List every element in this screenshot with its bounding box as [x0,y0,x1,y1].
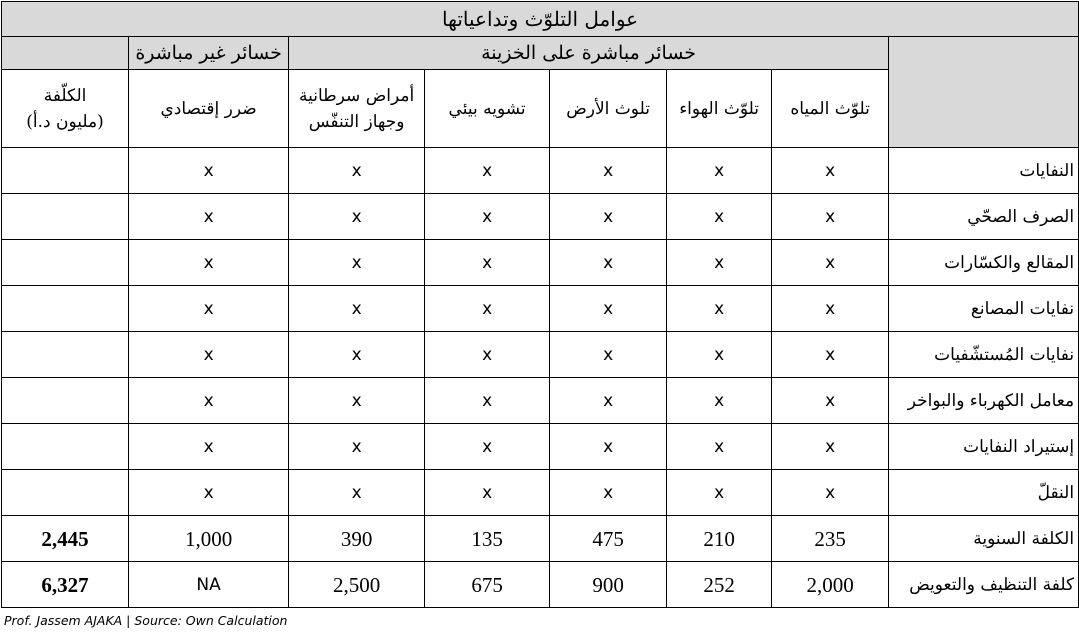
mark-land: x [550,332,667,378]
row-label: المقالع والكسّارات [889,240,1079,286]
cost-cell-empty [2,240,129,286]
mark-economic: x [129,378,289,424]
mark-air: x [667,378,772,424]
mark-air: x [667,240,772,286]
mark-land: x [550,148,667,194]
col-header-disease-line1: أمراض سرطانية [298,85,415,106]
mark-land: x [550,378,667,424]
mark-land: x [550,470,667,516]
annual-land-value: 475 [550,516,667,562]
table-row [2,148,1079,194]
mark-air: x [667,194,772,240]
cleanup-cost-label: كلفة التنظيف والتعويض [889,562,1079,608]
cost-cell-empty [2,424,129,470]
mark-land: x [550,286,667,332]
row-label: إستيراد النفايات [889,424,1079,470]
mark-environment: x [425,378,550,424]
cost-cell-empty [2,470,129,516]
direct-losses-group-header: خسائر مباشرة على الخزينة [289,37,889,70]
col-header-economic: ضرر إقتصادي [129,70,289,148]
mark-economic: x [129,148,289,194]
mark-water: x [772,240,889,286]
col-header-cost [2,70,129,148]
col-header-water: تلوّث المياه [772,70,889,148]
cleanup-economic-value: NA [129,562,289,608]
col-header-disease [289,70,425,148]
mark-land: x [550,194,667,240]
col-header-cost-line2: (مليون د.أ) [26,111,104,132]
mark-environment: x [425,240,550,286]
cost-group-header-empty [2,37,129,70]
table-row [2,424,1079,470]
mark-environment: x [425,194,550,240]
cleanup-cost-row [2,562,1079,608]
mark-economic: x [129,194,289,240]
mark-economic: x [129,424,289,470]
annual-disease-value: 390 [289,516,425,562]
mark-water: x [772,378,889,424]
annual-cost-label: الكلفة السنوية [889,516,1079,562]
mark-disease: x [289,240,425,286]
mark-air: x [667,332,772,378]
table-row [2,240,1079,286]
col-header-disease-line2: وجهاز التنفّس [308,111,405,132]
annual-cost-row [2,516,1079,562]
row-label: النقلّ [889,470,1079,516]
table-row [2,332,1079,378]
mark-economic: x [129,240,289,286]
table-row [2,194,1079,240]
mark-land: x [550,240,667,286]
source-footer: Prof. Jassem AJAKA | Source: Own Calculation [4,613,288,628]
mark-economic: x [129,286,289,332]
mark-air: x [667,286,772,332]
mark-environment: x [425,424,550,470]
mark-disease: x [289,332,425,378]
mark-disease: x [289,194,425,240]
cost-cell-empty [2,286,129,332]
row-label: الصرف الصحّي [889,194,1079,240]
col-header-environment: تشويه بيئي [425,70,550,148]
cost-cell-empty [2,194,129,240]
row-label-header-empty [889,37,1079,148]
annual-air-value: 210 [667,516,772,562]
mark-disease: x [289,424,425,470]
mark-economic: x [129,470,289,516]
mark-disease: x [289,148,425,194]
mark-economic: x [129,332,289,378]
annual-environment-value: 135 [425,516,550,562]
mark-air: x [667,148,772,194]
mark-water: x [772,286,889,332]
mark-air: x [667,424,772,470]
mark-environment: x [425,148,550,194]
pollution-table [1,1,1079,608]
mark-water: x [772,194,889,240]
cleanup-land-value: 900 [550,562,667,608]
mark-environment: x [425,286,550,332]
source-rows [2,148,1079,516]
indirect-losses-group-header: خسائر غير مباشرة [129,37,289,70]
col-header-cost-line1: الكلّفة [43,85,87,106]
cost-cell-empty [2,148,129,194]
mark-water: x [772,424,889,470]
col-header-air: تلوّث الهواء [667,70,772,148]
table-title: عوامل التلوّث وتداعياتها [2,2,1079,37]
table-row [2,378,1079,424]
table-row [2,470,1079,516]
mark-disease: x [289,286,425,332]
cleanup-total-value: 6,327 [2,562,129,608]
cleanup-water-value: 2,000 [772,562,889,608]
cost-cell-empty [2,332,129,378]
mark-water: x [772,148,889,194]
mark-environment: x [425,470,550,516]
mark-environment: x [425,332,550,378]
row-label: نفايات المُستشّفيات [889,332,1079,378]
row-label: معامل الكهرباء والبواخر [889,378,1079,424]
cost-cell-empty [2,378,129,424]
cleanup-air-value: 252 [667,562,772,608]
annual-water-value: 235 [772,516,889,562]
mark-land: x [550,424,667,470]
mark-disease: x [289,470,425,516]
mark-disease: x [289,378,425,424]
cleanup-disease-value: 2,500 [289,562,425,608]
row-label: النفايات [889,148,1079,194]
annual-total-value: 2,445 [2,516,129,562]
cleanup-environment-value: 675 [425,562,550,608]
mark-water: x [772,470,889,516]
mark-water: x [772,332,889,378]
mark-air: x [667,470,772,516]
col-header-land: تلوث الأرض [550,70,667,148]
table-row [2,286,1079,332]
annual-economic-value: 1,000 [129,516,289,562]
row-label: نفايات المصانع [889,286,1079,332]
